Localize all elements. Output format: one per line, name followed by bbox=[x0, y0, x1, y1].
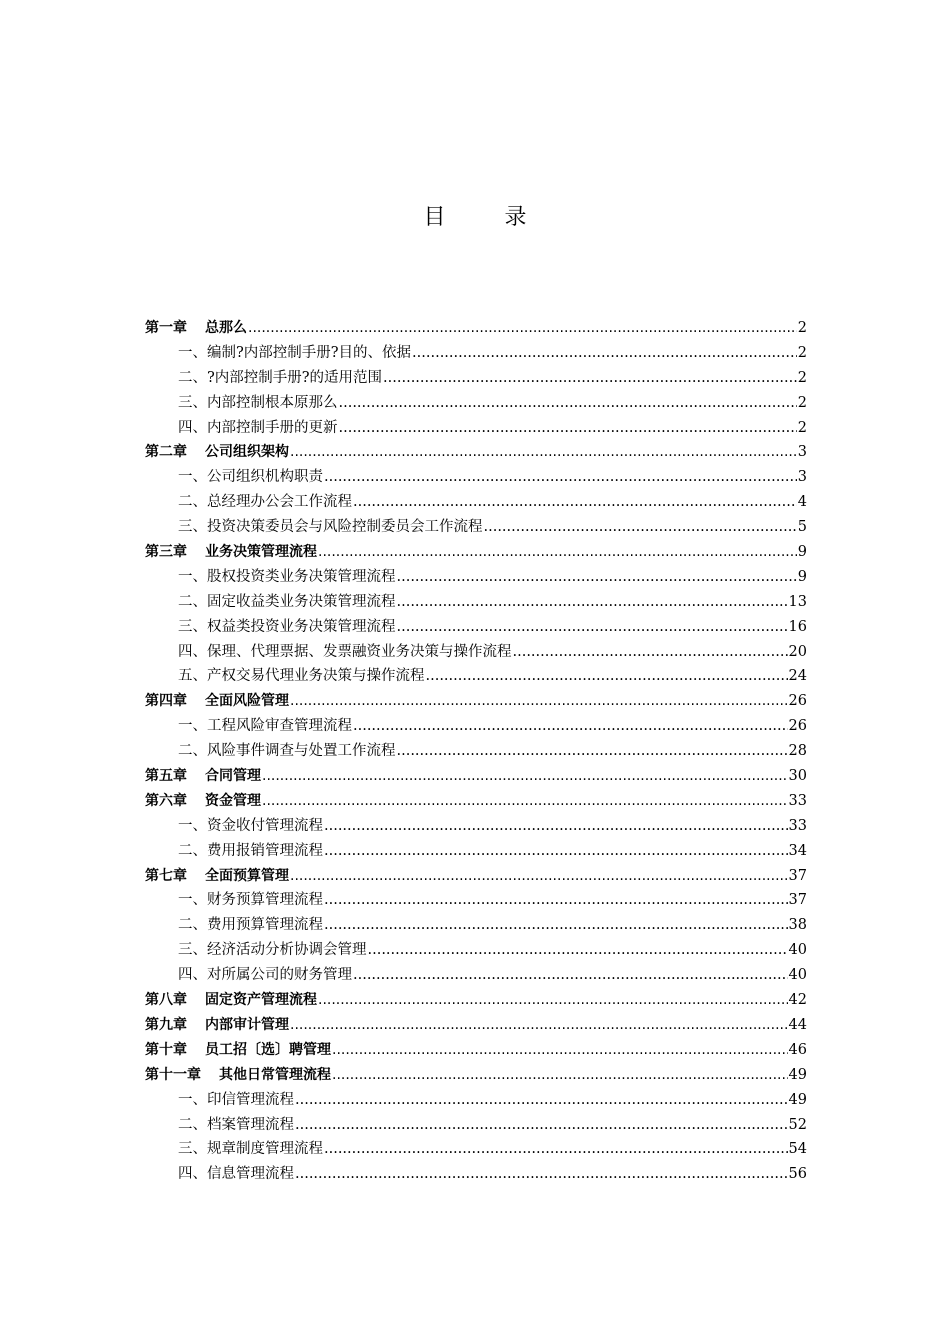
toc-entry-title: 风险事件调查与处置工作流程 bbox=[207, 743, 396, 760]
toc-entry-title: 费用预算管理流程 bbox=[207, 917, 323, 934]
toc-dot-leader bbox=[262, 789, 788, 814]
toc-entry-page-number: 52 bbox=[788, 1116, 807, 1133]
toc-entry-number: 第一章 bbox=[145, 320, 187, 336]
toc-chapter-entry[interactable] bbox=[145, 988, 807, 1013]
toc-chapter-entry[interactable] bbox=[145, 316, 807, 341]
toc-entry-page-number: 3 bbox=[797, 469, 807, 486]
toc-entry-number: 一、 bbox=[178, 469, 207, 486]
toc-entry-page-number: 20 bbox=[788, 643, 807, 660]
toc-dot-leader bbox=[324, 814, 788, 839]
toc-section-entry[interactable] bbox=[145, 565, 807, 590]
toc-entry-title: 内部控制手册的更新 bbox=[207, 419, 338, 436]
toc-entry-title: 对所属公司的财务管理 bbox=[207, 967, 352, 984]
toc-section-entry[interactable] bbox=[145, 839, 807, 864]
toc-section-entry[interactable] bbox=[145, 615, 807, 640]
toc-section-entry[interactable] bbox=[145, 938, 807, 963]
toc-entry-page-number: 13 bbox=[788, 593, 807, 610]
toc-entry-number: 四、 bbox=[178, 1166, 207, 1183]
toc-dot-leader bbox=[339, 391, 797, 416]
toc-section-entry[interactable] bbox=[145, 341, 807, 366]
toc-dot-leader bbox=[248, 316, 797, 341]
toc-entry-page-number: 34 bbox=[788, 842, 807, 859]
toc-section-entry[interactable] bbox=[145, 664, 807, 689]
toc-entry-page-number: 38 bbox=[788, 917, 807, 934]
toc-dot-leader bbox=[397, 565, 797, 590]
toc-entry-title: 印信管理流程 bbox=[207, 1091, 294, 1108]
toc-dot-leader bbox=[318, 988, 788, 1013]
toc-dot-leader bbox=[332, 1038, 788, 1063]
toc-entry-page-number: 2 bbox=[797, 394, 807, 411]
toc-dot-leader bbox=[383, 366, 797, 391]
toc-dot-leader bbox=[353, 490, 797, 515]
toc-dot-leader bbox=[397, 615, 788, 640]
toc-entry-number: 二、 bbox=[178, 494, 207, 511]
toc-entry-number: 二、 bbox=[178, 842, 207, 859]
toc-entry-number: 第六章 bbox=[145, 792, 187, 809]
toc-entry-number: 一、 bbox=[178, 568, 207, 585]
toc-dot-leader bbox=[484, 515, 797, 540]
toc-entry-page-number: 49 bbox=[788, 1066, 807, 1083]
toc-entry-title: 总经理办公会工作流程 bbox=[207, 494, 352, 511]
toc-entry-page-number: 5 bbox=[797, 519, 807, 536]
toc-chapter-entry[interactable] bbox=[145, 789, 807, 814]
toc-dot-leader bbox=[290, 689, 788, 714]
toc-dot-leader bbox=[295, 1113, 788, 1138]
toc-entry-page-number: 40 bbox=[788, 942, 807, 959]
toc-entry-number: 第七章 bbox=[145, 867, 187, 884]
toc-entry-title: 财务预算管理流程 bbox=[207, 892, 323, 909]
toc-section-entry[interactable] bbox=[145, 814, 807, 839]
toc-entry-title: 合同管理 bbox=[205, 768, 261, 785]
toc-dot-leader bbox=[324, 913, 788, 938]
toc-entry-title: 规章制度管理流程 bbox=[207, 1141, 323, 1158]
toc-entry-title: 档案管理流程 bbox=[207, 1116, 294, 1133]
toc-entry-title: 其他日常管理流程 bbox=[219, 1066, 331, 1083]
toc-chapter-entry[interactable] bbox=[145, 440, 807, 465]
toc-entry-number: 三、 bbox=[178, 1141, 207, 1158]
toc-section-entry[interactable] bbox=[145, 1088, 807, 1113]
toc-entry-number: 二、 bbox=[178, 1116, 207, 1133]
toc-section-entry[interactable] bbox=[145, 714, 807, 739]
toc-entry-title: 权益类投资业务决策管理流程 bbox=[207, 618, 396, 635]
toc-section-entry[interactable] bbox=[145, 1137, 807, 1162]
toc-dot-leader bbox=[353, 714, 788, 739]
toc-chapter-entry[interactable] bbox=[145, 540, 807, 565]
toc-entry-number: 四、 bbox=[178, 967, 207, 984]
toc-entry-title: 内部审计管理 bbox=[205, 1016, 289, 1033]
page-title: 目 录 bbox=[423, 205, 553, 230]
toc-dot-leader bbox=[262, 764, 788, 789]
toc-entry-number: 四、 bbox=[178, 643, 207, 660]
toc-entry-page-number: 2 bbox=[797, 320, 807, 336]
toc-entry-page-number: 9 bbox=[797, 568, 807, 585]
toc-entry-number: 一、 bbox=[178, 1091, 207, 1108]
toc-entry-number: 第十一章 bbox=[145, 1066, 201, 1083]
toc-entry-title: 员工招〔选〕聘管理 bbox=[205, 1041, 331, 1058]
toc-entry-title: 全面风险管理 bbox=[205, 693, 289, 710]
toc-entry-page-number: 26 bbox=[788, 718, 807, 735]
toc-entry-number: 第三章 bbox=[145, 544, 187, 561]
toc-entry-number: 三、 bbox=[178, 519, 207, 536]
table-of-contents bbox=[145, 316, 807, 1187]
toc-entry-number: 一、 bbox=[178, 344, 207, 361]
toc-entry-title: 全面预算管理 bbox=[205, 867, 289, 884]
toc-entry-number: 第九章 bbox=[145, 1016, 187, 1033]
toc-section-entry[interactable] bbox=[145, 739, 807, 764]
toc-entry-number: 四、 bbox=[178, 419, 207, 436]
toc-entry-title: 保理、代理票据、发票融资业务决策与操作流程 bbox=[207, 643, 512, 660]
toc-entry-number: 三、 bbox=[178, 618, 207, 635]
toc-entry-page-number: 56 bbox=[788, 1166, 807, 1183]
toc-entry-title: 资金管理 bbox=[205, 792, 261, 809]
toc-entry-number: 二、 bbox=[178, 743, 207, 760]
toc-section-entry[interactable] bbox=[145, 465, 807, 490]
toc-entry-number: 第八章 bbox=[145, 992, 187, 1009]
toc-section-entry[interactable] bbox=[145, 515, 807, 540]
toc-entry-number: 第十章 bbox=[145, 1041, 187, 1058]
toc-entry-title: 内部控制根本原那么 bbox=[207, 394, 338, 411]
toc-entry-number: 三、 bbox=[178, 394, 207, 411]
toc-entry-number: 一、 bbox=[178, 718, 207, 735]
toc-dot-leader bbox=[324, 1137, 788, 1162]
toc-dot-leader bbox=[324, 839, 788, 864]
toc-dot-leader bbox=[513, 640, 788, 665]
toc-dot-leader bbox=[412, 341, 797, 366]
toc-section-entry[interactable] bbox=[145, 888, 807, 913]
toc-dot-leader bbox=[290, 864, 788, 889]
toc-entry-title: 公司组织架构 bbox=[205, 444, 289, 461]
toc-entry-title: 固定收益类业务决策管理流程 bbox=[207, 593, 396, 610]
toc-dot-leader bbox=[295, 1162, 788, 1187]
toc-entry-number: 第四章 bbox=[145, 693, 187, 710]
toc-entry-page-number: 9 bbox=[797, 544, 807, 561]
toc-entry-page-number: 2 bbox=[797, 369, 807, 386]
toc-dot-leader bbox=[318, 540, 797, 565]
toc-entry-page-number: 54 bbox=[788, 1141, 807, 1158]
toc-entry-title: 费用报销管理流程 bbox=[207, 842, 323, 859]
toc-entry-title: 总那么 bbox=[205, 320, 247, 336]
toc-entry-page-number: 40 bbox=[788, 967, 807, 984]
toc-section-entry[interactable] bbox=[145, 391, 807, 416]
toc-entry-page-number: 30 bbox=[788, 768, 807, 785]
toc-dot-leader bbox=[397, 739, 788, 764]
toc-section-entry[interactable] bbox=[145, 913, 807, 938]
toc-entry-title: 股权投资类业务决策管理流程 bbox=[207, 568, 396, 585]
toc-chapter-entry[interactable] bbox=[145, 1038, 807, 1063]
toc-entry-page-number: 2 bbox=[797, 419, 807, 436]
toc-entry-page-number: 4 bbox=[797, 494, 807, 511]
toc-entry-title: 产权交易代理业务决策与操作流程 bbox=[207, 668, 425, 685]
toc-entry-page-number: 2 bbox=[797, 344, 807, 361]
toc-entry-title: 工程风险审查管理流程 bbox=[207, 718, 352, 735]
toc-entry-page-number: 3 bbox=[797, 444, 807, 461]
toc-entry-number: 第二章 bbox=[145, 444, 187, 461]
toc-section-entry[interactable] bbox=[145, 416, 807, 441]
toc-chapter-entry[interactable] bbox=[145, 864, 807, 889]
toc-entry-number: 二、 bbox=[178, 917, 207, 934]
toc-section-entry[interactable] bbox=[145, 590, 807, 615]
toc-entry-number: 一、 bbox=[178, 817, 207, 834]
toc-chapter-entry[interactable] bbox=[145, 764, 807, 789]
toc-entry-title: 信息管理流程 bbox=[207, 1166, 294, 1183]
toc-dot-leader bbox=[324, 888, 788, 913]
toc-entry-number: 一、 bbox=[178, 892, 207, 909]
toc-dot-leader bbox=[368, 938, 788, 963]
toc-section-entry[interactable] bbox=[145, 490, 807, 515]
toc-entry-page-number: 49 bbox=[788, 1091, 807, 1108]
toc-section-entry[interactable] bbox=[145, 366, 807, 391]
toc-entry-page-number: 26 bbox=[788, 693, 807, 710]
toc-dot-leader bbox=[353, 963, 788, 988]
toc-entry-title: 业务决策管理流程 bbox=[205, 544, 317, 561]
toc-entry-page-number: 24 bbox=[788, 668, 807, 685]
toc-section-entry[interactable] bbox=[145, 1113, 807, 1138]
toc-entry-page-number: 33 bbox=[788, 792, 807, 809]
toc-dot-leader bbox=[339, 416, 797, 441]
toc-entry-page-number: 37 bbox=[788, 892, 807, 909]
toc-entry-number: 二、 bbox=[178, 369, 207, 386]
toc-entry-number: 三、 bbox=[178, 942, 207, 959]
toc-dot-leader bbox=[290, 1013, 788, 1038]
toc-entry-title: ?内部控制手册?的适用范围 bbox=[207, 369, 383, 386]
toc-entry-page-number: 28 bbox=[788, 743, 807, 760]
toc-entry-title: 编制?内部控制手册?目的、依据 bbox=[207, 344, 412, 361]
toc-chapter-entry[interactable] bbox=[145, 1063, 807, 1088]
toc-entry-number: 二、 bbox=[178, 593, 207, 610]
toc-entry-title: 公司组织机构职责 bbox=[207, 469, 323, 486]
toc-dot-leader bbox=[397, 590, 788, 615]
toc-chapter-entry[interactable] bbox=[145, 1013, 807, 1038]
toc-chapter-entry[interactable] bbox=[145, 689, 807, 714]
toc-dot-leader bbox=[295, 1088, 788, 1113]
toc-section-entry[interactable] bbox=[145, 1162, 807, 1187]
toc-entry-page-number: 44 bbox=[788, 1016, 807, 1033]
toc-section-entry[interactable] bbox=[145, 963, 807, 988]
toc-entry-title: 固定资产管理流程 bbox=[205, 992, 317, 1009]
toc-entry-title: 经济活动分析协调会管理 bbox=[207, 942, 367, 959]
toc-entry-page-number: 33 bbox=[788, 817, 807, 834]
toc-dot-leader bbox=[290, 440, 797, 465]
toc-dot-leader bbox=[324, 465, 797, 490]
toc-entry-number: 五、 bbox=[178, 668, 207, 685]
toc-entry-title: 投资决策委员会与风险控制委员会工作流程 bbox=[207, 519, 483, 536]
toc-entry-number: 第五章 bbox=[145, 768, 187, 785]
toc-dot-leader bbox=[426, 664, 788, 689]
toc-section-entry[interactable] bbox=[145, 640, 807, 665]
toc-entry-page-number: 46 bbox=[788, 1041, 807, 1058]
toc-dot-leader bbox=[332, 1063, 788, 1088]
toc-entry-page-number: 37 bbox=[788, 867, 807, 884]
toc-entry-page-number: 16 bbox=[788, 618, 807, 635]
toc-entry-page-number: 42 bbox=[788, 992, 807, 1009]
toc-entry-title: 资金收付管理流程 bbox=[207, 817, 323, 834]
